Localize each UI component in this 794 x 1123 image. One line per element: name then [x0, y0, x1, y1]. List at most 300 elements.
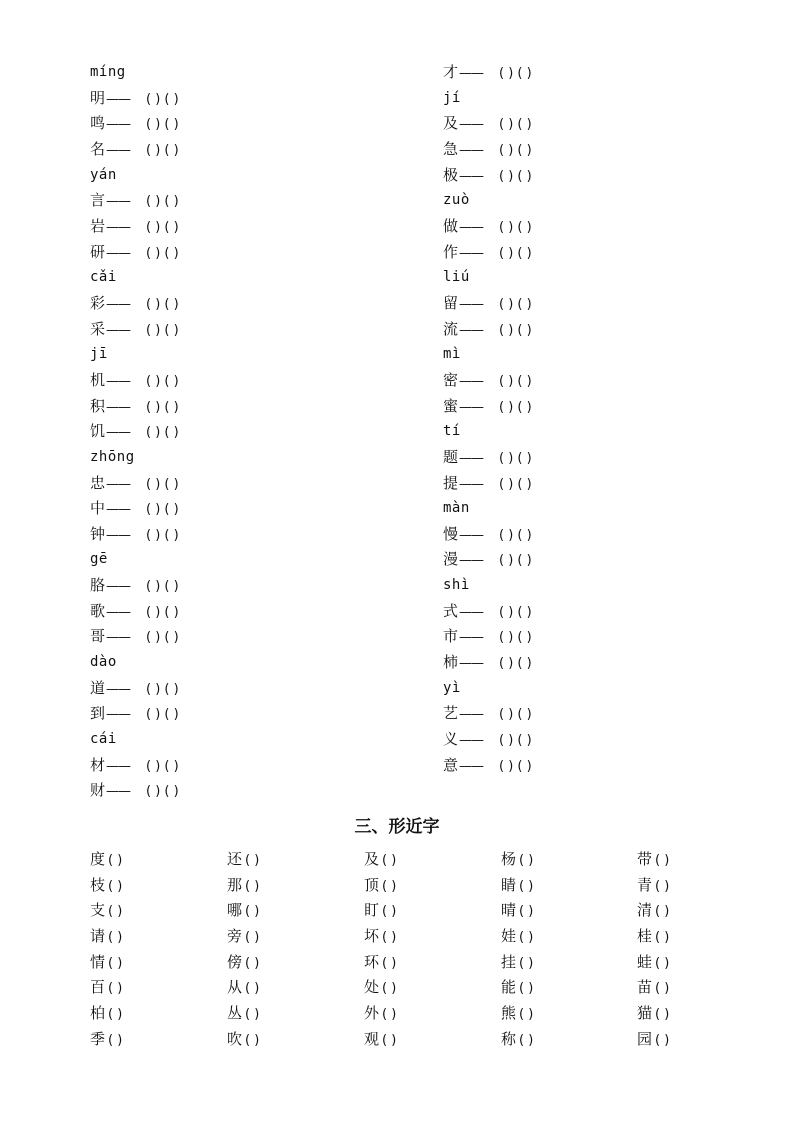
- answer-blank[interactable]: ( ) ( ): [146, 194, 179, 210]
- answer-blank[interactable]: ( ): [655, 929, 670, 945]
- homophone-item: [90, 701, 390, 727]
- similar-character: 能: [501, 978, 517, 997]
- dash-separator: ——: [459, 630, 483, 646]
- dash-separator: ——: [106, 117, 130, 133]
- answer-blank[interactable]: ( ): [519, 955, 534, 971]
- answer-blank[interactable]: ( ) ( ): [499, 399, 532, 415]
- answer-blank[interactable]: ( ) ( ): [146, 373, 179, 389]
- similar-character: 傍: [227, 952, 243, 971]
- similar-item: [227, 924, 259, 951]
- homophone-item: [90, 778, 390, 804]
- answer-blank[interactable]: ( ): [382, 981, 397, 997]
- similar-row: [90, 1001, 730, 1027]
- answer-blank[interactable]: ( ) ( ): [146, 91, 179, 107]
- answer-blank[interactable]: ( ): [519, 904, 534, 920]
- dash-separator: ——: [106, 502, 130, 518]
- similar-item: [227, 847, 259, 874]
- similar-character: 晴: [501, 901, 517, 920]
- similar-character: 称: [501, 1029, 517, 1048]
- answer-blank[interactable]: ( ): [108, 929, 123, 945]
- answer-blank[interactable]: ( ): [519, 878, 534, 894]
- answer-blank[interactable]: ( ): [245, 878, 260, 894]
- pinyin-label: màn: [443, 500, 470, 517]
- answer-blank[interactable]: ( ) ( ): [499, 630, 532, 646]
- homophone-character: 式: [443, 601, 459, 620]
- dash-separator: ——: [106, 91, 130, 107]
- similar-item: [90, 924, 122, 951]
- dash-separator: ——: [106, 758, 130, 774]
- answer-blank[interactable]: ( ): [382, 853, 397, 868]
- homophone-character: 极: [443, 165, 459, 184]
- answer-blank[interactable]: ( ): [108, 981, 123, 997]
- similar-item: [227, 950, 259, 977]
- answer-blank[interactable]: ( ) ( ): [499, 450, 532, 466]
- similar-character: 那: [227, 875, 243, 894]
- homophone-character: 哥: [90, 627, 106, 646]
- similar-character: 吹: [227, 1029, 243, 1048]
- dash-separator: ——: [459, 527, 483, 543]
- homophone-character: 饥: [90, 422, 106, 441]
- dash-separator: ——: [459, 399, 483, 415]
- dash-separator: ——: [459, 296, 483, 312]
- answer-blank[interactable]: ( ) ( ): [499, 758, 532, 774]
- homophone-item: [90, 137, 390, 163]
- similar-item: [90, 873, 122, 900]
- pinyin-label: yì: [443, 679, 461, 696]
- homophone-character: 中: [90, 499, 106, 518]
- dash-separator: ——: [459, 142, 483, 158]
- similar-row: [90, 847, 730, 873]
- pinyin-label: liú: [443, 269, 470, 286]
- dash-separator: ——: [106, 296, 130, 312]
- answer-blank[interactable]: ( ): [245, 981, 260, 997]
- pinyin-label: zhōng: [90, 448, 135, 465]
- similar-row: [90, 924, 730, 950]
- similar-character: 支: [90, 901, 106, 920]
- answer-blank[interactable]: ( ): [655, 1006, 670, 1022]
- answer-blank[interactable]: ( ): [382, 929, 397, 945]
- homophone-character: 机: [90, 370, 106, 389]
- homophone-character: 道: [90, 678, 106, 697]
- pinyin-label: tí: [443, 423, 461, 440]
- answer-blank[interactable]: ( ): [245, 955, 260, 971]
- homophone-item: [443, 368, 743, 394]
- answer-blank[interactable]: ( ) ( ): [499, 373, 532, 389]
- dash-separator: ——: [106, 527, 130, 543]
- answer-blank[interactable]: ( ) ( ): [499, 604, 532, 620]
- answer-blank[interactable]: ( ) ( ): [146, 758, 179, 774]
- answer-blank[interactable]: ( ): [245, 1032, 260, 1048]
- pinyin-label: shì: [443, 577, 470, 594]
- answer-blank[interactable]: ( ) ( ): [499, 245, 532, 261]
- homophone-item: [90, 86, 390, 112]
- answer-blank[interactable]: ( ) ( ): [146, 219, 179, 235]
- answer-blank[interactable]: ( ): [108, 904, 123, 920]
- answer-blank[interactable]: ( ) ( ): [499, 117, 532, 133]
- homophone-character: 研: [90, 242, 106, 261]
- dash-separator: ——: [106, 425, 130, 441]
- similar-row: [90, 873, 730, 899]
- answer-blank[interactable]: ( ): [108, 1006, 123, 1022]
- answer-blank[interactable]: ( ): [108, 955, 123, 971]
- dash-separator: ——: [106, 373, 130, 389]
- homophone-character: 义: [443, 730, 459, 749]
- similar-item: [364, 847, 396, 874]
- dash-separator: ——: [459, 322, 483, 338]
- dash-separator: ——: [459, 707, 483, 723]
- answer-blank[interactable]: ( ) ( ): [146, 579, 179, 595]
- homophone-item: [443, 624, 743, 650]
- answer-blank[interactable]: ( ): [382, 904, 397, 920]
- similar-row: [90, 898, 730, 924]
- homophone-character: 钟: [90, 524, 106, 543]
- answer-blank[interactable]: ( ): [519, 1032, 534, 1048]
- answer-blank[interactable]: ( ) ( ): [146, 476, 179, 492]
- dash-separator: ——: [459, 450, 483, 466]
- similar-character: 熊: [501, 1003, 517, 1022]
- similar-character: 苗: [637, 978, 653, 997]
- homophone-column-right: [443, 60, 743, 778]
- answer-blank[interactable]: ( ) ( ): [146, 117, 179, 133]
- homophone-character: 提: [443, 473, 459, 492]
- homophone-item: [443, 111, 743, 137]
- similar-character: 还: [227, 850, 243, 868]
- pinyin-label: gē: [90, 551, 108, 568]
- homophone-character: 漫: [443, 550, 459, 569]
- dash-separator: ——: [106, 707, 130, 723]
- similar-character: 哪: [227, 901, 243, 920]
- similar-character: 情: [90, 952, 106, 971]
- answer-blank[interactable]: ( ) ( ): [146, 681, 179, 697]
- similar-character: 请: [90, 926, 106, 945]
- dash-separator: ——: [106, 784, 130, 800]
- similar-item: [637, 924, 669, 951]
- homophone-item: [90, 676, 390, 702]
- answer-blank[interactable]: ( ) ( ): [146, 630, 179, 646]
- similar-character: 从: [227, 978, 243, 997]
- answer-blank[interactable]: ( ): [655, 853, 670, 868]
- homophone-item: [90, 573, 390, 599]
- similar-item: [501, 1001, 533, 1028]
- pinyin-label: dào: [90, 654, 117, 671]
- similar-character: 睛: [501, 875, 517, 894]
- answer-blank[interactable]: ( ) ( ): [499, 656, 532, 672]
- similar-item: [637, 873, 669, 900]
- similar-character: 外: [364, 1003, 380, 1022]
- homophone-character: 题: [443, 447, 459, 466]
- homophone-character: 岩: [90, 216, 106, 235]
- dash-separator: ——: [459, 66, 483, 81]
- answer-blank[interactable]: ( ): [382, 1006, 397, 1022]
- answer-blank[interactable]: ( ) ( ): [146, 245, 179, 261]
- dash-separator: ——: [106, 142, 130, 158]
- similar-item: [501, 924, 533, 951]
- homophone-item: [443, 701, 743, 727]
- homophone-item: [443, 599, 743, 625]
- similar-character: 青: [637, 875, 653, 894]
- similar-item: [364, 1027, 396, 1054]
- homophone-character: 及: [443, 114, 459, 133]
- homophone-character: 密: [443, 370, 459, 389]
- similar-item: [227, 898, 259, 925]
- homophone-item: [90, 111, 390, 137]
- similar-item: [90, 1001, 122, 1028]
- answer-blank[interactable]: ( ): [519, 929, 534, 945]
- similar-character: 旁: [227, 926, 243, 945]
- answer-blank[interactable]: ( ) ( ): [146, 142, 179, 158]
- similar-item: [227, 873, 259, 900]
- similar-character: 度: [90, 850, 106, 868]
- homophone-character: 歌: [90, 601, 106, 620]
- similar-character: 丛: [227, 1003, 243, 1022]
- pinyin-label: jí: [443, 89, 461, 106]
- pinyin-label: cǎi: [90, 269, 117, 286]
- answer-blank[interactable]: ( ): [108, 853, 123, 868]
- answer-blank[interactable]: ( ) ( ): [146, 296, 179, 312]
- homophone-item: [90, 291, 390, 317]
- homophone-character: 流: [443, 319, 459, 338]
- similar-character: 盯: [364, 901, 380, 920]
- similar-character: 及: [364, 850, 380, 868]
- homophone-item: [443, 240, 743, 266]
- homophone-item: [90, 419, 390, 445]
- similar-row: [90, 1027, 730, 1053]
- dash-separator: ——: [459, 219, 483, 235]
- answer-blank[interactable]: ( ) ( ): [146, 604, 179, 620]
- similar-item: [637, 898, 669, 925]
- answer-blank[interactable]: ( ): [519, 981, 534, 997]
- answer-blank[interactable]: ( ): [245, 904, 260, 920]
- answer-blank[interactable]: ( ) ( ): [499, 296, 532, 312]
- similar-character: 杨: [501, 850, 517, 868]
- pinyin-label: míng: [90, 64, 126, 80]
- answer-blank[interactable]: ( ) ( ): [499, 527, 532, 543]
- similar-item: [637, 847, 669, 874]
- answer-blank[interactable]: ( ) ( ): [146, 707, 179, 723]
- homophone-item: [443, 445, 743, 471]
- similar-character: 园: [637, 1029, 653, 1048]
- pinyin-label: jī: [90, 346, 108, 363]
- dash-separator: ——: [459, 758, 483, 774]
- homophone-item: [443, 137, 743, 163]
- homophone-character: 明: [90, 88, 106, 107]
- homophone-item: [443, 317, 743, 343]
- homophone-character: 才: [443, 63, 459, 81]
- homophone-character: 蜜: [443, 396, 459, 415]
- homophone-character: 彩: [90, 293, 106, 312]
- similar-item: [227, 975, 259, 1002]
- answer-blank[interactable]: ( ): [519, 853, 534, 868]
- similar-item: [637, 950, 669, 977]
- similar-item: [227, 1001, 259, 1028]
- dash-separator: ——: [459, 656, 483, 672]
- answer-blank[interactable]: ( ): [245, 1006, 260, 1022]
- answer-blank[interactable]: ( ) ( ): [146, 784, 179, 800]
- answer-blank[interactable]: ( ): [108, 1032, 123, 1048]
- answer-blank[interactable]: ( ) ( ): [146, 527, 179, 543]
- answer-blank[interactable]: ( ): [519, 1006, 534, 1022]
- homophone-character: 名: [90, 139, 106, 158]
- similar-character: 柏: [90, 1003, 106, 1022]
- similar-item: [364, 975, 396, 1002]
- homophone-item: [90, 317, 390, 343]
- answer-blank[interactable]: ( ): [655, 1032, 670, 1048]
- homophone-character: 市: [443, 627, 459, 646]
- answer-blank[interactable]: ( ) ( ): [499, 553, 532, 569]
- answer-blank[interactable]: ( ): [382, 1032, 397, 1048]
- similar-item: [501, 975, 533, 1002]
- similar-character: 季: [90, 1029, 106, 1048]
- similar-character: 枝: [90, 875, 106, 894]
- similar-character: 清: [637, 901, 653, 920]
- dash-separator: ——: [459, 245, 483, 261]
- homophone-item: [90, 214, 390, 240]
- similar-item: [637, 1027, 669, 1054]
- homophone-character: 胳: [90, 576, 106, 595]
- answer-blank[interactable]: ( ): [655, 904, 670, 920]
- answer-blank[interactable]: ( ): [382, 955, 397, 971]
- homophone-item: [90, 368, 390, 394]
- homophone-character: 做: [443, 216, 459, 235]
- homophone-character: 柿: [443, 653, 459, 672]
- dash-separator: ——: [106, 476, 130, 492]
- homophone-item: [90, 240, 390, 266]
- dash-separator: ——: [459, 553, 483, 569]
- homophone-item: [443, 471, 743, 497]
- answer-blank[interactable]: ( ) ( ): [499, 219, 532, 235]
- similar-row: [90, 950, 730, 976]
- dash-separator: ——: [459, 373, 483, 389]
- dash-separator: ——: [106, 399, 130, 415]
- similar-item: [90, 898, 122, 925]
- similar-character: 百: [90, 978, 106, 997]
- similar-character: 桂: [637, 926, 653, 945]
- homophone-item: [443, 214, 743, 240]
- homophone-item: [90, 394, 390, 420]
- dash-separator: ——: [106, 219, 130, 235]
- answer-blank[interactable]: ( ): [655, 955, 670, 971]
- similar-item: [90, 950, 122, 977]
- dash-separator: ——: [106, 245, 130, 261]
- homophone-character: 言: [90, 191, 106, 210]
- homophone-item: [90, 522, 390, 548]
- similar-item: [364, 950, 396, 977]
- homophone-character: 积: [90, 396, 106, 415]
- homophone-character: 鸣: [90, 114, 106, 133]
- answer-blank[interactable]: ( ) ( ): [146, 399, 179, 415]
- homophone-item: [443, 522, 743, 548]
- dash-separator: ——: [106, 604, 130, 620]
- similar-item: [90, 1027, 122, 1054]
- similar-item: [501, 898, 533, 925]
- answer-blank[interactable]: ( ) ( ): [499, 733, 532, 749]
- homophone-character: 留: [443, 293, 459, 312]
- pinyin-label: zuò: [443, 192, 470, 209]
- homophone-item: [90, 188, 390, 214]
- answer-blank[interactable]: ( ) ( ): [146, 425, 179, 441]
- homophone-character: 财: [90, 781, 106, 800]
- dash-separator: ——: [106, 681, 130, 697]
- homophone-item: [90, 496, 390, 522]
- similar-character: 挂: [501, 952, 517, 971]
- answer-blank[interactable]: ( ) ( ): [499, 476, 532, 492]
- dash-separator: ——: [459, 604, 483, 620]
- similar-item: [364, 1001, 396, 1028]
- answer-blank[interactable]: ( ): [245, 929, 260, 945]
- similar-item: [227, 1027, 259, 1054]
- homophone-item: [90, 624, 390, 650]
- similar-character: 蛙: [637, 952, 653, 971]
- similar-character: 顶: [364, 875, 380, 894]
- answer-blank[interactable]: ( ) ( ): [146, 502, 179, 518]
- similar-item: [364, 873, 396, 900]
- homophone-item: [443, 60, 743, 86]
- similar-item: [501, 873, 533, 900]
- homophone-item: [443, 727, 743, 753]
- homophone-item: [90, 471, 390, 497]
- homophone-character: 艺: [443, 704, 459, 723]
- similar-character: 观: [364, 1029, 380, 1048]
- homophone-character: 作: [443, 242, 459, 261]
- homophone-item: [90, 599, 390, 625]
- similar-item: [90, 975, 122, 1002]
- dash-separator: ——: [459, 476, 483, 492]
- homophone-item: [443, 547, 743, 573]
- similar-item: [90, 847, 122, 874]
- answer-blank[interactable]: ( ): [655, 878, 670, 894]
- homophone-character: 到: [90, 704, 106, 723]
- dash-separator: ——: [459, 168, 483, 184]
- answer-blank[interactable]: ( ): [245, 853, 260, 868]
- similar-item: [501, 950, 533, 977]
- homophone-character: 忠: [90, 473, 106, 492]
- similar-item: [501, 847, 533, 874]
- answer-blank[interactable]: ( ): [108, 878, 123, 894]
- answer-blank[interactable]: ( ) ( ): [146, 322, 179, 338]
- similar-character: 猫: [637, 1003, 653, 1022]
- homophone-character: 慢: [443, 524, 459, 543]
- answer-blank[interactable]: ( ) ( ): [499, 322, 532, 338]
- dash-separator: ——: [106, 194, 130, 210]
- answer-blank[interactable]: ( ): [382, 878, 397, 894]
- dash-separator: ——: [459, 117, 483, 133]
- homophone-item: [443, 291, 743, 317]
- homophone-item: [443, 163, 743, 189]
- dash-separator: ——: [106, 579, 130, 595]
- dash-separator: ——: [106, 630, 130, 646]
- similar-item: [637, 975, 669, 1002]
- pinyin-label: yán: [90, 166, 117, 183]
- section-title: 三、形近字: [354, 817, 440, 837]
- answer-blank[interactable]: ( ) ( ): [499, 142, 532, 158]
- homophone-item: [443, 650, 743, 676]
- similar-row: [90, 975, 730, 1001]
- homophone-item: [443, 753, 743, 779]
- answer-blank[interactable]: ( ) ( ): [499, 707, 532, 723]
- homophone-character: 采: [90, 319, 106, 338]
- answer-blank[interactable]: ( ): [655, 981, 670, 997]
- homophone-character: 材: [90, 755, 106, 774]
- answer-blank[interactable]: ( ) ( ): [499, 66, 532, 81]
- similar-characters-grid: [90, 847, 730, 1052]
- homophone-character: 急: [443, 139, 459, 158]
- similar-character: 环: [364, 952, 380, 971]
- similar-character: 坏: [364, 926, 380, 945]
- pinyin-label: cái: [90, 731, 117, 748]
- answer-blank[interactable]: ( ) ( ): [499, 168, 532, 184]
- similar-character: 娃: [501, 926, 517, 945]
- similar-character: 处: [364, 978, 380, 997]
